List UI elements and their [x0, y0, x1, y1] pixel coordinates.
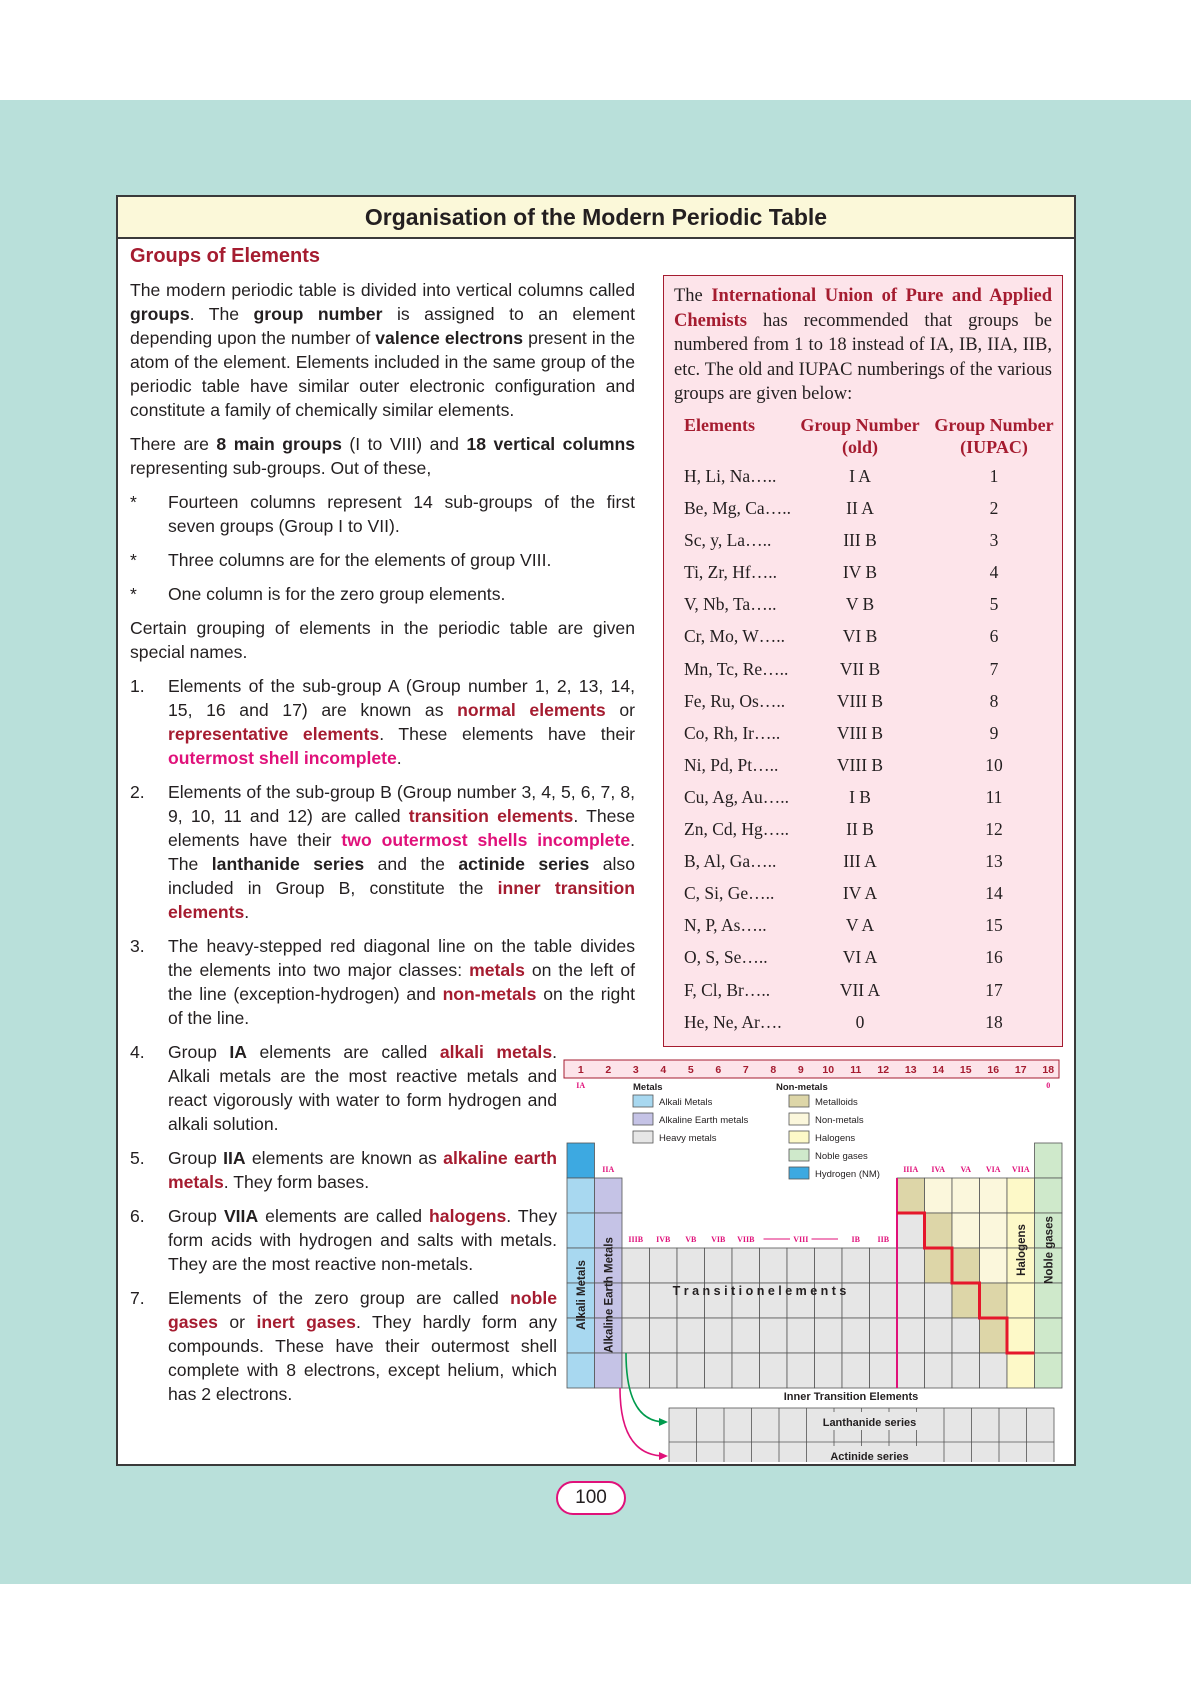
alkaline-earth-cell	[595, 1353, 623, 1388]
page-number: 100	[556, 1481, 626, 1515]
periodic-table-diagram	[559, 1058, 1064, 1462]
p-block-cell	[952, 1248, 980, 1283]
iupac-intro: The International Union of Pure and Applied Chemists has recommended that groups be numbered from 1 to 18 instead of IA, IB, IIA, IIB, etc. The old and IUPAC numberings of the various groups are given below:	[674, 286, 1053, 404]
group-table-row	[664, 947, 1062, 979]
alkali-cell	[567, 1353, 595, 1388]
group-table-row	[664, 691, 1062, 723]
row-elements: H, Li, Na…..	[684, 466, 777, 486]
transition-cell	[677, 1318, 705, 1353]
group-number-label: 3	[632, 1064, 639, 1076]
group-table-row	[664, 980, 1062, 1012]
p-block-cell	[952, 1318, 980, 1353]
label-b-group: VIB	[711, 1235, 726, 1244]
transition-cell	[622, 1318, 650, 1353]
legend-swatch	[633, 1113, 653, 1125]
p-block-cell	[980, 1178, 1008, 1213]
halogen-cell	[1007, 1178, 1035, 1213]
lanthanide-arrowhead	[659, 1418, 668, 1426]
row-group-old: I B	[849, 786, 871, 807]
header-old: (old)	[842, 437, 878, 457]
numbered-item-metals-nonmetals: 3. The heavy-stepped red diagonal line on the table divides the elements into two major classes: metals on the left of the line (exception-hydrogen) and non-metals on the right of the line.	[130, 936, 636, 1028]
label-a-group: IIIA	[903, 1165, 919, 1174]
legend-nonmetal-label: Halogens	[815, 1133, 856, 1144]
transition-cell	[705, 1318, 733, 1353]
p-block-cell	[925, 1178, 953, 1213]
transition-cell	[870, 1283, 898, 1318]
section-heading: Groups of Elements	[130, 245, 321, 267]
noble-gas-cell	[1035, 1318, 1063, 1353]
p-block-cell	[925, 1248, 953, 1283]
row-group-iupac: 3	[989, 530, 999, 551]
row-elements: V, Nb, Ta…..	[684, 594, 777, 615]
halogen-cell	[1007, 1318, 1035, 1353]
row-elements: Sc, y, La…..	[684, 530, 772, 551]
row-group-iupac: 4	[989, 562, 999, 583]
group-number-label: 13	[904, 1064, 917, 1076]
row-group-old: VIII B	[836, 690, 884, 711]
transition-cell	[760, 1318, 788, 1353]
label-iib: IIB	[877, 1235, 890, 1244]
label-b-group: IVB	[656, 1235, 671, 1244]
row-group-old: VII B	[839, 658, 881, 679]
row-elements: Cu, Ag, Au…..	[684, 786, 790, 807]
alkali-cell	[567, 1178, 595, 1213]
transition-cell	[870, 1248, 898, 1283]
group-number-label: 11	[850, 1064, 862, 1076]
p-block-cell	[952, 1353, 980, 1388]
noble-gas-cell	[1035, 1353, 1063, 1388]
group-table-row	[664, 883, 1062, 915]
row-group-old: 0	[855, 1011, 865, 1032]
label-b-group: VB	[685, 1235, 697, 1244]
group-number-label: 14	[932, 1064, 945, 1076]
row-elements: N, P, As…..	[684, 915, 767, 936]
halogen-cell	[1007, 1283, 1035, 1318]
alkali-cell	[567, 1213, 595, 1248]
group-number-label: 8	[770, 1064, 777, 1076]
row-elements: Ti, Zr, Hf…..	[684, 562, 777, 583]
row-group-iupac: 7	[989, 658, 999, 679]
p-block-cell	[897, 1248, 925, 1283]
label-b-group: VIIB	[737, 1235, 755, 1244]
row-elements: He, Ne, Ar….	[684, 1011, 782, 1032]
legend-metals-title: Metals	[633, 1082, 663, 1093]
row-group-iupac: 2	[989, 498, 999, 519]
row-group-iupac: 18	[985, 1011, 1003, 1032]
numbered-item-alkaline-earth: 5. Group IIA elements are known as alkaline earth metals. They form bases.	[130, 1148, 557, 1192]
row-group-old: V A	[845, 915, 875, 936]
row-group-old: VII A	[839, 979, 881, 1000]
transition-cell	[677, 1248, 705, 1283]
bullet-item: * Fourteen columns represent 14 sub-groups of the first seven groups (Group I to VII).	[130, 492, 635, 536]
group-number-label: 4	[660, 1064, 667, 1076]
row-group-old: I A	[849, 466, 871, 486]
group-table-row	[664, 1012, 1062, 1044]
group-number-label: 16	[987, 1064, 1000, 1076]
row-group-iupac: 15	[985, 915, 1003, 936]
p-block-cell	[925, 1353, 953, 1388]
legend-swatch	[789, 1095, 809, 1107]
row-group-iupac: 14	[985, 883, 1003, 904]
transition-cell	[705, 1248, 733, 1283]
transition-cell	[650, 1248, 678, 1283]
transition-cell	[870, 1318, 898, 1353]
p-block-cell	[952, 1178, 980, 1213]
transition-cell	[815, 1318, 843, 1353]
legend-swatch	[633, 1095, 653, 1107]
page-title: Organisation of the Modern Periodic Table	[118, 197, 1074, 239]
row-elements: Fe, Ru, Os…..	[684, 690, 786, 711]
actinide-arrowhead	[659, 1452, 668, 1460]
row-group-old: VI A	[842, 947, 878, 968]
transition-cell	[760, 1248, 788, 1283]
transition-cell	[677, 1353, 705, 1388]
group-number-label: 12	[877, 1064, 890, 1076]
noble-gas-cell	[1035, 1283, 1063, 1318]
row-elements: F, Cl, Br…..	[684, 979, 771, 1000]
legend-metal-label: Alkaline Earth metals	[659, 1115, 749, 1126]
group-number-label: 7	[742, 1064, 749, 1076]
group-table-row	[664, 594, 1062, 626]
paragraph-groups: The modern periodic table is divided into vertical columns called groups. The group number is assigned to an element depending upon the number of valence electrons present in the atom of the element. Elements included in the same group of the periodic table have similar outer electronic configuration and constitute a family of chemically similar elements.	[130, 280, 635, 420]
p-block-cell	[925, 1318, 953, 1353]
label-a-group: VIIA	[1011, 1165, 1030, 1174]
group-number-label: 1	[577, 1064, 584, 1076]
row-group-iupac: 10	[985, 754, 1003, 775]
row-group-old: III A	[843, 851, 877, 872]
row-elements: Co, Rh, Ir…..	[684, 722, 781, 743]
group-number-label: 5	[687, 1064, 694, 1076]
row-group-old: IV B	[842, 562, 878, 583]
label-actinide: Actinide series	[830, 1451, 909, 1462]
transition-cell	[622, 1248, 650, 1283]
row-group-old: VI B	[842, 626, 878, 647]
halogen-cell	[1007, 1353, 1035, 1388]
group-table-row	[664, 466, 1062, 498]
group-number-label: 2	[605, 1064, 612, 1076]
row-group-iupac: 16	[985, 947, 1003, 968]
numbered-item-transition-elements: 2. Elements of the sub-group B (Group number 3, 4, 5, 6, 7, 8, 9, 10, 11 and 12) are called transition elements. These elements have their two outermost shells incomplete. The lanthanide series and the actinide series also included in Group B, constitute the inner transition elements.	[130, 782, 635, 922]
row-group-iupac: 12	[985, 819, 1003, 840]
transition-cell	[787, 1318, 815, 1353]
label-a-group: VIA	[985, 1165, 1001, 1174]
legend-swatch	[789, 1113, 809, 1125]
p-block-cell	[980, 1283, 1008, 1318]
row-group-iupac: 6	[989, 626, 999, 647]
header-group-iupac: Group Number	[934, 415, 1054, 435]
legend-nonmetal-label: Hydrogen (NM)	[815, 1169, 880, 1180]
row-elements: Cr, Mo, W…..	[684, 626, 786, 647]
transition-cell	[815, 1248, 843, 1283]
numbered-item-alkali-metals: 4. Group IA elements are called alkali metals. Alkali metals are the most reactive metals and react vigorously with water to form hydrogen and alkali solution.	[130, 1042, 557, 1134]
row-elements: Be, Mg, Ca…..	[684, 498, 791, 519]
header-iupac: (IUPAC)	[960, 437, 1028, 457]
transition-cell	[732, 1318, 760, 1353]
label-a-group: IVA	[931, 1165, 946, 1174]
group-table-row	[664, 787, 1062, 819]
alkaline-earth-cell	[595, 1178, 623, 1213]
p-block-cell	[952, 1283, 980, 1318]
p-block-cell	[980, 1318, 1008, 1353]
row-elements: C, Si, Ge…..	[684, 883, 775, 904]
group-table-row	[664, 562, 1062, 594]
transition-cell	[732, 1353, 760, 1388]
numbered-item-halogens: 6. Group VIIA elements are called halogens. They form acids with hydrogen and salts with metals. They are the most reactive non-metals.	[130, 1206, 557, 1274]
row-elements: B, Al, Ga…..	[684, 851, 777, 872]
p-block-cell	[897, 1318, 925, 1353]
p-block-cell	[897, 1178, 925, 1213]
header-group-old: Group Number	[800, 415, 920, 435]
p-block-cell	[980, 1353, 1008, 1388]
row-group-old: II B	[846, 819, 874, 840]
noble-gas-cell	[1035, 1143, 1063, 1178]
row-group-iupac: 8	[989, 690, 999, 711]
transition-cell	[815, 1353, 843, 1388]
row-group-iupac: 1	[989, 466, 999, 486]
label-b-group: IIIB	[628, 1235, 644, 1244]
legend-swatch	[789, 1167, 809, 1179]
row-elements: Zn, Cd, Hg…..	[684, 819, 789, 840]
p-block-cell	[980, 1248, 1008, 1283]
group-table-row	[664, 755, 1062, 787]
label-inner-transition: Inner Transition Elements	[783, 1391, 919, 1403]
row-group-old: II A	[846, 498, 874, 519]
group-table-row	[664, 851, 1062, 883]
row-group-iupac: 11	[985, 786, 1003, 807]
row-group-iupac: 17	[985, 979, 1003, 1000]
hydrogen-cell	[567, 1143, 595, 1178]
group-number-label: 15	[959, 1064, 972, 1076]
group-table-rows	[664, 466, 1062, 1044]
group-number-label: 17	[1014, 1064, 1027, 1076]
row-elements: Ni, Pd, Pt…..	[684, 754, 779, 775]
transition-cell	[787, 1248, 815, 1283]
iupac-info-box	[663, 275, 1063, 1047]
group-table-row	[664, 723, 1062, 755]
header-elements: Elements	[684, 415, 755, 435]
row-group-iupac: 9	[989, 722, 999, 743]
numbered-item-normal-elements: 1. Elements of the sub-group A (Group number 1, 2, 13, 14, 15, 16 and 17) are known as normal elements or representative elements. These elements have their outermost shell incomplete.	[130, 676, 635, 768]
group-number-label: 10	[822, 1064, 835, 1076]
group-number-label: 6	[715, 1064, 722, 1076]
noble-gas-cell	[1035, 1178, 1063, 1213]
group-table-row	[664, 819, 1062, 851]
group-table-row	[664, 915, 1062, 947]
label-zero: 0	[1046, 1081, 1051, 1090]
legend-metal-label: Alkali Metals	[659, 1097, 713, 1108]
legend-nonmetal-label: Non-metals	[815, 1115, 864, 1126]
p-block-cell	[897, 1353, 925, 1388]
numbered-item-noble-gases: 7. Elements of the zero group are called noble gases or inert gases. They hardly form any compounds. These have their outermost shell complete with 8 electrons, except helium, which has 2 electrons.	[130, 1288, 557, 1404]
label-a-group: VA	[960, 1165, 972, 1174]
legend-nonmetal-label: Noble gases	[815, 1151, 868, 1162]
legend-swatch	[789, 1149, 809, 1161]
label-viii: VIII	[793, 1235, 809, 1244]
paragraph-main-groups: There are 8 main groups (I to VIII) and 18 vertical columns representing sub-groups. Out of these,	[130, 434, 635, 478]
legend-metal-label: Heavy metals	[659, 1133, 717, 1144]
row-group-iupac: 5	[989, 594, 999, 615]
label-halogens: Halogens	[1015, 1224, 1028, 1276]
label-noble-gases: Noble gases	[1043, 1216, 1056, 1284]
p-block-cell	[980, 1213, 1008, 1248]
p-block-cell	[897, 1213, 925, 1248]
label-iia: IIA	[602, 1165, 615, 1174]
group-table-row	[664, 659, 1062, 691]
group-number-label: 18	[1042, 1064, 1055, 1076]
row-group-old: IV A	[842, 883, 878, 904]
p-block-cell	[925, 1283, 953, 1318]
p-block-cell	[897, 1283, 925, 1318]
transition-cell	[842, 1353, 870, 1388]
legend-nonmetals-title: Non-metals	[776, 1082, 828, 1093]
row-group-old: VIII B	[836, 722, 884, 743]
transition-cell	[842, 1318, 870, 1353]
transition-cell	[732, 1248, 760, 1283]
transition-cell	[787, 1353, 815, 1388]
transition-cell	[650, 1353, 678, 1388]
label-alkaline-earth-metals: Alkaline Earth Metals	[603, 1237, 616, 1353]
transition-cell	[842, 1248, 870, 1283]
group-table-row	[664, 530, 1062, 562]
legend-swatch	[633, 1131, 653, 1143]
p-block-cell	[952, 1213, 980, 1248]
transition-cell	[650, 1318, 678, 1353]
row-group-old: III B	[843, 530, 877, 551]
transition-cell	[705, 1353, 733, 1388]
row-group-iupac: 13	[985, 851, 1003, 872]
label-lanthanide: Lanthanide series	[822, 1417, 917, 1429]
legend-nonmetal-label: Metalloids	[815, 1097, 858, 1108]
label-transition-elements: T r a n s i t i o n e l e m e n t s	[672, 1284, 847, 1298]
row-group-old: V B	[845, 594, 875, 615]
bullet-item: * One column is for the zero group elements.	[130, 584, 506, 604]
label-ia: IA	[576, 1081, 586, 1090]
label-alkali-metals: Alkali Metals	[575, 1260, 588, 1330]
group-table-row	[664, 626, 1062, 658]
row-elements: Mn, Tc, Re…..	[684, 658, 789, 679]
row-elements: O, S, Se…..	[684, 947, 768, 968]
bullet-item: * Three columns are for the elements of group VIII.	[130, 550, 552, 570]
transition-cell	[622, 1283, 650, 1318]
label-ib: IB	[851, 1235, 860, 1244]
group-table-row	[664, 498, 1062, 530]
row-group-old: VIII B	[836, 754, 884, 775]
legend-swatch	[789, 1131, 809, 1143]
group-number-label: 9	[797, 1064, 804, 1076]
p-block-cell	[925, 1213, 953, 1248]
transition-cell	[760, 1353, 788, 1388]
transition-cell	[870, 1353, 898, 1388]
paragraph-special-names: Certain grouping of elements in the periodic table are given special names.	[130, 618, 635, 662]
